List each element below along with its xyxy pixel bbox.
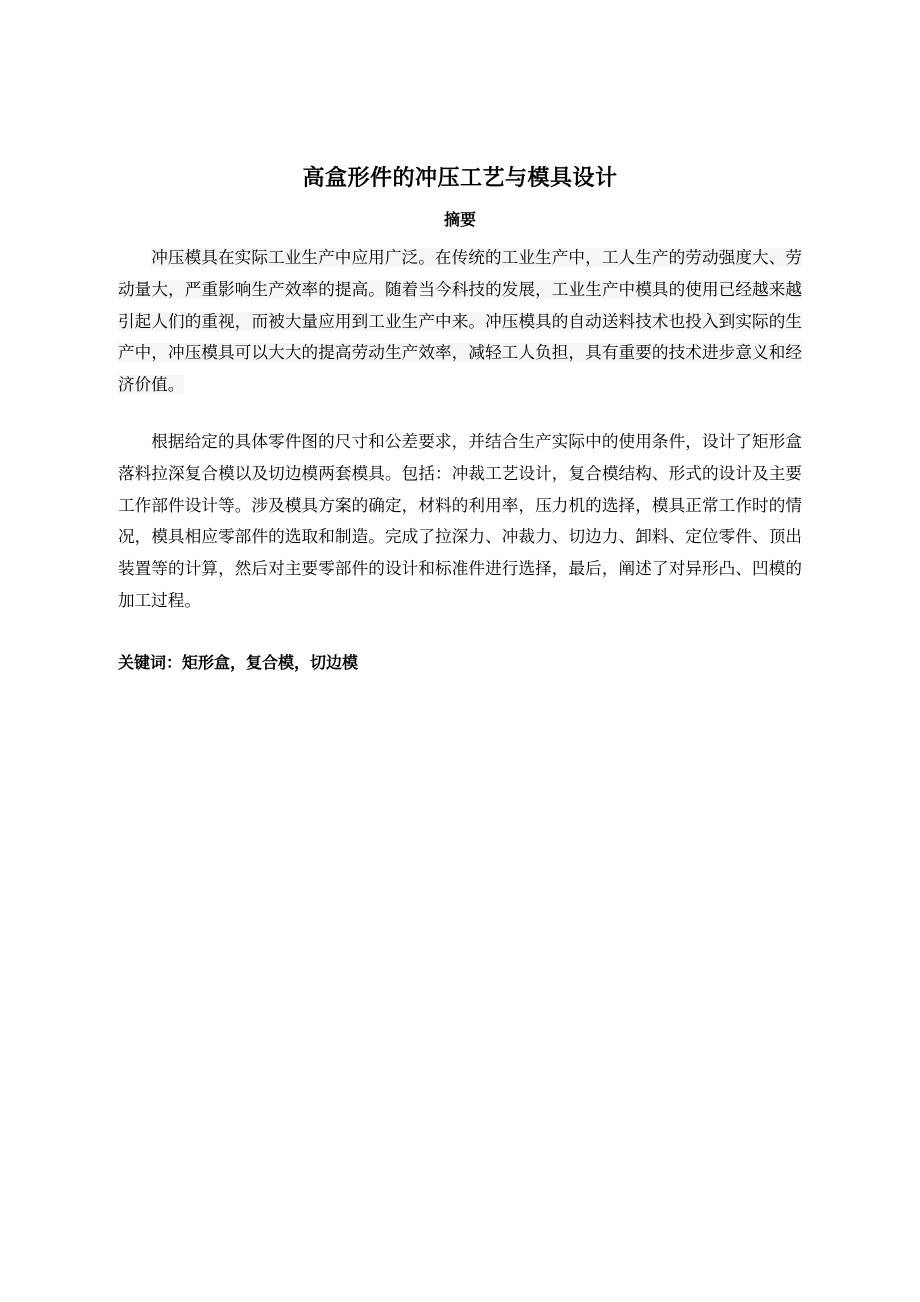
abstract-paragraph-1-text: 冲压模具在实际工业生产中应用广泛。在传统的工业生产中，工人生产的劳动强度大、劳动量大，严重影响生产效率的提高。随着当今科技的发展，工业生产中模具的使用已经越来越引起人们的重视，而被大量应用到工业生产中来。冲压模具的自动送料技术也投入到实际的生产中，冲压模具可以大大的提高劳动生产效率，减轻工人负担，具有重要的技术进步意义和经济价值。 (118, 248, 802, 395)
abstract-paragraph-2: 根据给定的具体零件图的尺寸和公差要求，并结合生产实际中的使用条件，设计了矩形盒落料拉深复合模以及切边模两套模具。包括：冲裁工艺设计，复合模结构、形式的设计及主要工作部件设计等。涉及模具方案的确定，材料的利用率，压力机的选择，模具正常工作时的情况，模具相应零部件的选取和制造。完成了拉深力、冲裁力、切边力、卸料、定位零件、顶出装置等的计算，然后对主要零部件的设计和标准件进行选择，最后，阐述了对异形凸、凹模的加工过程。 (118, 432, 802, 610)
keywords-line: 关键词：矩形盒，复合模，切边模 (118, 653, 359, 672)
abstract-heading: 摘要 (443, 210, 476, 229)
document-title: 高盒形件的冲压工艺与模具设计 (302, 166, 618, 191)
abstract-paragraph-1 (118, 242, 802, 401)
